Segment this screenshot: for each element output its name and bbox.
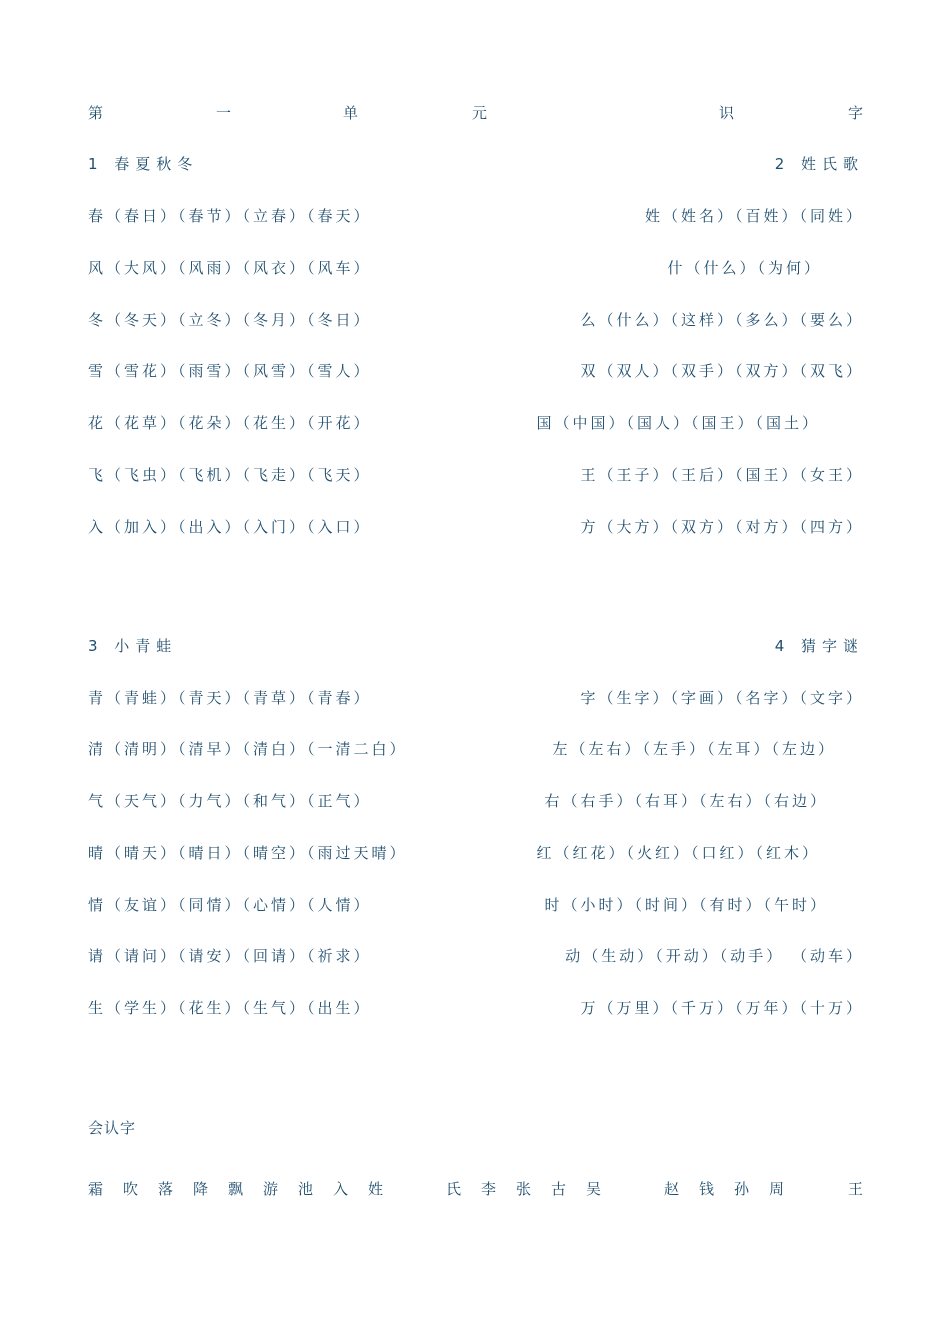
recognize-char: 游: [263, 1180, 279, 1198]
recognize-char: 氏: [446, 1180, 462, 1198]
recognize-char: 姓: [368, 1180, 384, 1198]
recognize-char: 周: [769, 1180, 785, 1198]
word-group: 方（大方）（双方）（对方）（四方）: [580, 518, 864, 536]
word-group: 国（中国）（国人）（国王）（国土）: [536, 414, 820, 432]
word-group: 清（清明）（清早）（清白）（一清二白）: [88, 740, 408, 758]
word-row: [88, 411, 864, 435]
unit-title-char: 字: [848, 104, 864, 122]
unit-title: [88, 101, 864, 125]
lesson-heading: 1 春夏秋冬: [88, 155, 199, 173]
word-group: 请（请问）（请安）（回请）（祈求）: [88, 947, 372, 965]
word-group: 晴（晴天）（晴日）（晴空）（雨过天晴）: [88, 844, 408, 862]
word-group: 什（什么）（为何）: [667, 259, 822, 277]
word-group: 王（王子）（王后）（国王）（女王）: [580, 466, 864, 484]
unit-title-char: 第: [88, 104, 104, 122]
recognize-char: 张: [516, 1180, 532, 1198]
recognize-char: 降: [193, 1180, 209, 1198]
word-group: 么（什么）（这样）（多么）（要么）: [580, 311, 864, 329]
word-group: 右（右手）（右耳）（左右）（右边）: [544, 792, 828, 810]
word-row: [88, 256, 864, 280]
recognize-char: 赵: [664, 1180, 680, 1198]
recognize-char: 钱: [699, 1180, 715, 1198]
word-group: 冬（冬天）（立冬）（冬月）（冬日）: [88, 311, 372, 329]
word-row: [88, 359, 864, 383]
word-group: 动（生动）（开动）（动手） （动车）: [565, 947, 864, 965]
unit-title-char: 识: [719, 104, 735, 122]
recognize-char: 飘: [228, 1180, 244, 1198]
word-group: 红（红花）（火红）（口红）（红木）: [536, 844, 820, 862]
lesson-heading: 3 小青蛙: [88, 637, 178, 655]
unit-title-char: 元: [472, 104, 488, 122]
recognize-char: 古: [551, 1180, 567, 1198]
recognize-caption: 会认字: [88, 1119, 137, 1137]
word-row: [88, 308, 864, 332]
unit-title-char: 单: [343, 104, 359, 122]
word-row: [88, 463, 864, 487]
word-row: [88, 893, 864, 917]
recognize-char: 池: [298, 1180, 314, 1198]
unit-title-char: 一: [216, 104, 232, 122]
recognize-char: 落: [158, 1180, 174, 1198]
word-group: 花（花草）（花朵）（花生）（开花）: [88, 414, 372, 432]
word-row: [88, 789, 864, 813]
recognize-char: 孙: [734, 1180, 750, 1198]
word-group: 万（万里）（千万）（万年）（十万）: [580, 999, 864, 1017]
word-group: 入（加入）（出入）（入门）（入口）: [88, 518, 372, 536]
word-group: 字（生字）（字画）（名字）（文字）: [580, 689, 864, 707]
recognize-char: 李: [481, 1180, 497, 1198]
word-row: [88, 996, 864, 1020]
recognize-char: 吹: [123, 1180, 139, 1198]
word-group: 风（大风）（风雨）（风衣）（风车）: [88, 259, 372, 277]
recognize-char: 吴: [586, 1180, 602, 1198]
word-group: 双（双人）（双手）（双方）（双飞）: [580, 362, 864, 380]
word-group: 情（友谊）（同情）（心情）（人情）: [88, 896, 372, 914]
word-row: [88, 737, 864, 761]
word-group: 青（青蛙）（青天）（青草）（青春）: [88, 689, 372, 707]
lesson-heading: 2 姓氏歌: [774, 155, 864, 173]
word-row: [88, 841, 864, 865]
word-row: [88, 944, 864, 968]
section-heading-row: [88, 152, 864, 176]
word-group: 飞（飞虫）（飞机）（飞走）（飞天）: [88, 466, 372, 484]
recognize-chars-row: [88, 1177, 864, 1201]
word-group: 姓（姓名）（百姓）（同姓）: [644, 207, 864, 225]
word-row: [88, 686, 864, 710]
section-heading-row: [88, 634, 864, 658]
word-group: 左（左右）（左手）（左耳）（左边）: [552, 740, 836, 758]
recognize-char: 王: [848, 1180, 864, 1198]
word-group: 春（春日）（春节）（立春）（春天）: [88, 207, 372, 225]
word-group: 生（学生）（花生）（生气）（出生）: [88, 999, 372, 1017]
recognize-char: 霜: [88, 1180, 104, 1198]
lesson-heading: 4 猜字谜: [774, 637, 864, 655]
word-group: 雪（雪花）（雨雪）（风雪）（雪人）: [88, 362, 372, 380]
word-group: 气（天气）（力气）（和气）（正气）: [88, 792, 372, 810]
word-row: [88, 204, 864, 228]
recognize-char: 入: [333, 1180, 349, 1198]
word-group: 时（小时）（时间）（有时）（午时）: [544, 896, 828, 914]
word-row: [88, 515, 864, 539]
